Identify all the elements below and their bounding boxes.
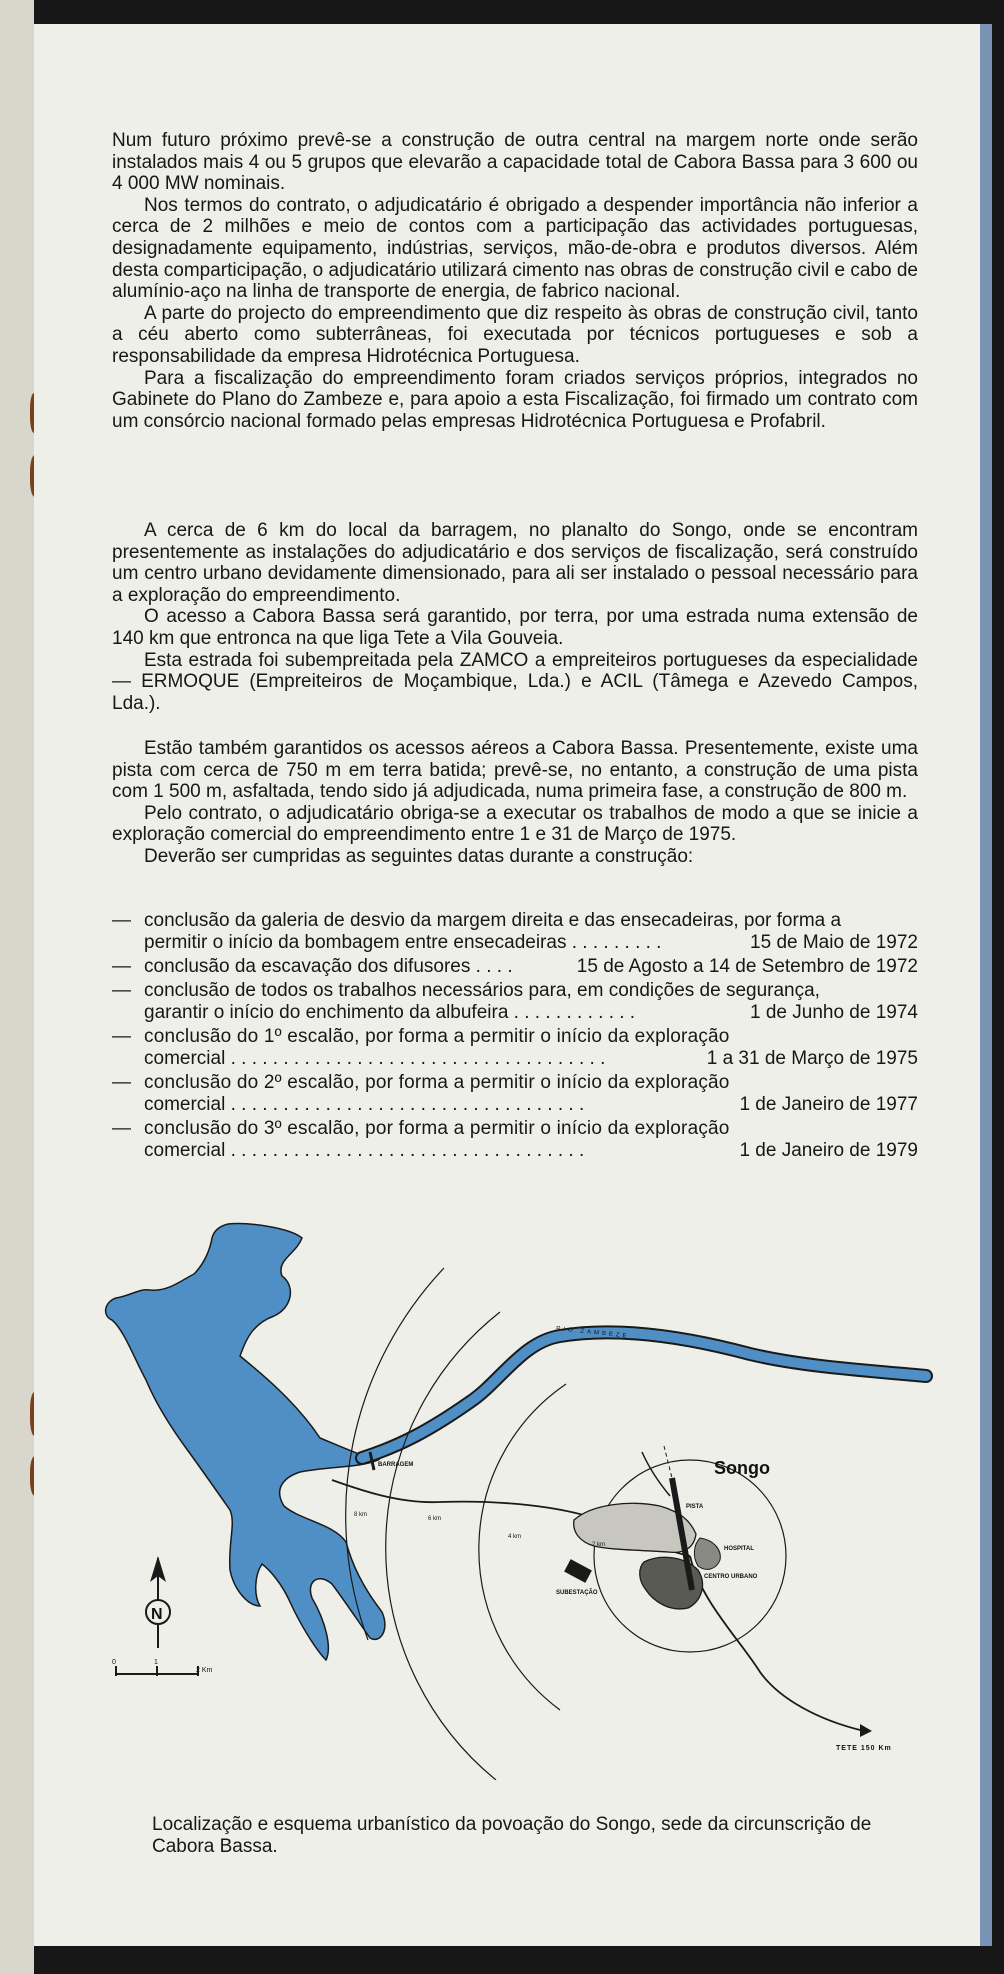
schedule-text: conclusão da escavação dos difusores . . . . [144,956,513,977]
schedule-text: conclusão de todos os trabalhos necessários para, em condições de segurança, [144,980,820,1001]
list-dash: — [112,980,131,1001]
schedule-text: conclusão da galeria de desvio da margem direita e das ensecadeiras, por forma a [144,910,842,931]
ring-4km [479,1384,566,1710]
paragraph: Num futuro próximo prevê-se a construção de outra central na margem norte onde serão instalados mais 4 ou 5 grupos que elevarão a capacidade total de Cabora Bassa para 3 600 ou 4 000 MW nominais. [112,130,918,195]
body-mid [112,520,918,714]
list-dash: — [112,910,131,931]
river-label: RIO ZAMBEZE [555,1326,630,1340]
schedule-text: comercial . . . . . . . . . . . . . . . . . . . . . . . . . . . . . . . . . . [144,1094,585,1115]
road-arrow [860,1724,872,1737]
urban-center-label: CENTRO URBANO [704,1574,758,1580]
hospital-label: HOSPITAL [724,1546,754,1552]
scale-label: 0 [112,1659,116,1666]
tete-label: TETE 150 Km [836,1745,892,1752]
scale-label: 2 Km [196,1667,213,1674]
schedule-text: conclusão do 2º escalão, por forma a permitir o início da exploração [144,1072,730,1093]
schedule-item [112,910,918,954]
ring-6km [386,1312,500,1780]
paragraph: Estão também garantidos os acessos aéreos a Cabora Bassa. Presentemente, existe uma pista com cerca de 750 m em terra batida; prevê-se, no entanto, a construção de uma pista com 1 500 m, asfaltada, tendo sido já adjudicada, numa primeira fase, a construção de 800 m. [112,738,918,803]
ring-label: 4 km [508,1534,522,1540]
schedule-text: permitir o início da bombagem entre ensecadeiras . . . . . . . . . [144,932,662,953]
reservoir-lake [106,1224,385,1660]
schedule-item [112,956,918,978]
paragraph: Esta estrada foi subempreitada pela ZAMCO a empreiteiros portugueses da especialidade — ERMOQUE (Empreiteiros de Moçambique, Lda.) e ACIL (Tâmega e Azevedo Campos, Lda.). [112,649,918,714]
map-caption: Localização e esquema urbanístico da povoação do Songo, sede da circunscrição de Cabora Bassa. [152,1814,872,1857]
river-zambeze [362,1332,926,1458]
schedule-date: 1 de Junho de 1974 [750,1002,918,1023]
paragraph: Nos termos do contrato, o adjudicatário é obrigado a despender importância não inferior a cerca de 2 milhões e meio de contos com a participação das actividades portuguesas, designadamente equipamento, indústrias, serviços, mão-de-obra e produtos diversos. Além desta comparticipação, o adjudicatário utilizará cimento nas obras de construção civil e cabo de alumínio-aço na linha de transporte de energia, de fabrico nacional. [112,194,918,303]
schedule-text: comercial . . . . . . . . . . . . . . . . . . . . . . . . . . . . . . . . . . [144,1140,585,1161]
substation-block [564,1559,592,1583]
schedule-text: garantir o início do enchimento da albufeira . . . . . . . . . . . . [144,1002,636,1023]
list-dash: — [112,1026,131,1047]
schedule-text: conclusão do 1º escalão, por forma a permitir o início da exploração [144,1026,730,1047]
schedule-item [112,1026,918,1070]
paragraph: A parte do projecto do empreendimento que diz respeito às obras de construção civil, tanto a céu aberto como subterrâneas, foi executada por técnicos portugueses e sob a responsabilidade da empresa Hidrotécnica Portuguesa. [112,302,918,367]
schedule-date: 1 a 31 de Março de 1975 [706,1048,918,1069]
schedule-date: 15 de Maio de 1972 [750,932,918,953]
schedule-item [112,980,918,1024]
schedule-text: comercial . . . . . . . . . . . . . . . . . . . . . . . . . . . . . . . . . . . . [144,1048,606,1069]
substation-label: SUBESTAÇÃO [556,1590,598,1596]
ring-label: 8 km [354,1512,368,1518]
north-label: N [151,1606,163,1623]
list-dash: — [112,1072,131,1093]
paragraph: Para a fiscalização do empreendimento foram criados serviços próprios, integrados no Gabinete do Plano do Zambeze e, para apoio a esta Fiscalização, foi firmado um contrato com um consórcio nacional formado pelas empresas Hidrotécnica Portuguesa e Profabril. [112,367,918,432]
body-low [112,738,918,868]
schedule-item [112,1118,918,1162]
river-zambeze-water [362,1332,926,1458]
paragraph: A cerca de 6 km do local da barragem, no planalto do Songo, onde se encontram presentemente as instalações do adjudicatário e dos serviços de fiscalização, será construído um centro urbano devidamente dimensionado, para ali ser instalado o pessoal necessário para a exploração do empreendimento. [112,520,918,606]
body-top [112,130,918,432]
songo-map [0,1220,1004,1780]
road-north [642,1452,670,1496]
road-tete [690,1556,860,1730]
schedule-date: 1 de Janeiro de 1977 [739,1094,918,1115]
schedule-text: conclusão do 3º escalão, por forma a permitir o início da exploração [144,1118,730,1139]
schedule-date: 1 de Janeiro de 1979 [739,1140,918,1161]
north-arrow-icon [146,1556,170,1648]
hospital-zone [694,1538,720,1569]
schedule-list [112,910,918,1162]
ring-label: 6 km [428,1516,442,1522]
ring-label: 2 km [592,1542,606,1548]
list-dash: — [112,1118,131,1139]
schedule-date: 15 de Agosto a 14 de Setembro de 1972 [576,956,918,977]
list-dash: — [112,956,131,977]
paragraph: Deverão ser cumpridas as seguintes datas durante a construção: [144,845,694,867]
town-label-songo: Songo [714,1458,770,1478]
paragraph: Pelo contrato, o adjudicatário obriga-se a executar os trabalhos de modo a que se inicie a exploração comercial do empreendimento entre 1 e 31 de Março de 1975. [112,802,918,846]
runway-label: PISTA [686,1504,704,1510]
scale-label: 1 [154,1659,158,1666]
schedule-item [112,1072,918,1116]
dam-label: BARRAGEM [378,1462,414,1468]
paragraph: O acesso a Cabora Bassa será garantido, por terra, por uma estrada numa extensão de 140 km que entronca na que liga Tete a Vila Gouveia. [112,606,918,649]
